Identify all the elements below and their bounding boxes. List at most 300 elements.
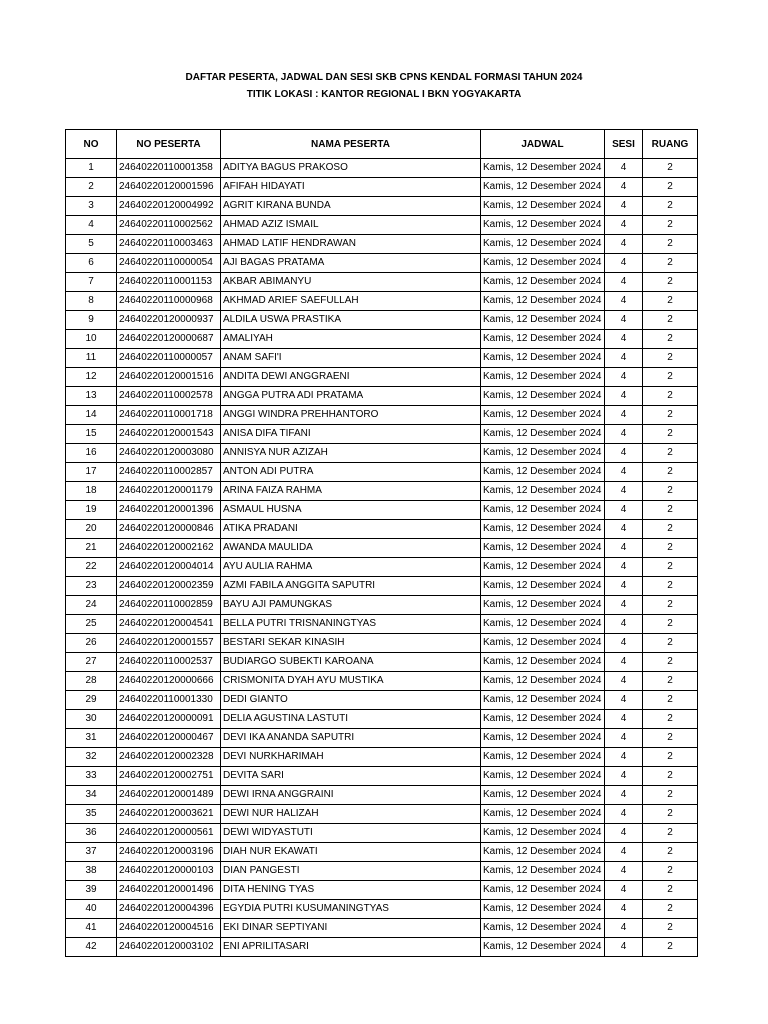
table-row	[66, 672, 698, 691]
cell-no-peserta: 24640220120000687	[117, 330, 221, 349]
cell-jadwal: Kamis, 12 Desember 2024	[481, 539, 605, 558]
cell-no: 26	[66, 634, 117, 653]
cell-nama-peserta: DEDI GIANTO	[221, 691, 481, 710]
cell-jadwal: Kamis, 12 Desember 2024	[481, 786, 605, 805]
cell-sesi: 4	[605, 406, 643, 425]
cell-no: 9	[66, 311, 117, 330]
cell-nama-peserta: BUDIARGO SUBEKTI KAROANA	[221, 653, 481, 672]
cell-jadwal: Kamis, 12 Desember 2024	[481, 824, 605, 843]
table-row	[66, 292, 698, 311]
cell-jadwal: Kamis, 12 Desember 2024	[481, 900, 605, 919]
cell-jadwal: Kamis, 12 Desember 2024	[481, 919, 605, 938]
cell-jadwal: Kamis, 12 Desember 2024	[481, 748, 605, 767]
cell-nama-peserta: DEWI NUR HALIZAH	[221, 805, 481, 824]
cell-jadwal: Kamis, 12 Desember 2024	[481, 938, 605, 957]
cell-no: 11	[66, 349, 117, 368]
table-row	[66, 577, 698, 596]
cell-no-peserta: 24640220120000103	[117, 862, 221, 881]
table-row	[66, 539, 698, 558]
cell-no-peserta: 24640220120001489	[117, 786, 221, 805]
cell-ruang: 2	[643, 634, 698, 653]
cell-nama-peserta: DEVI IKA ANANDA SAPUTRI	[221, 729, 481, 748]
cell-no-peserta: 24640220120001596	[117, 178, 221, 197]
cell-sesi: 4	[605, 786, 643, 805]
cell-ruang: 2	[643, 881, 698, 900]
cell-nama-peserta: BESTARI SEKAR KINASIH	[221, 634, 481, 653]
cell-ruang: 2	[643, 900, 698, 919]
table-row	[66, 425, 698, 444]
cell-sesi: 4	[605, 805, 643, 824]
cell-sesi: 4	[605, 596, 643, 615]
cell-ruang: 2	[643, 501, 698, 520]
table-row	[66, 634, 698, 653]
cell-no: 20	[66, 520, 117, 539]
cell-no: 28	[66, 672, 117, 691]
cell-no-peserta: 24640220110003463	[117, 235, 221, 254]
table-row	[66, 520, 698, 539]
cell-ruang: 2	[643, 216, 698, 235]
cell-nama-peserta: BAYU AJI PAMUNGKAS	[221, 596, 481, 615]
cell-ruang: 2	[643, 748, 698, 767]
cell-no-peserta: 24640220120001179	[117, 482, 221, 501]
table-row	[66, 273, 698, 292]
cell-sesi: 4	[605, 463, 643, 482]
cell-no-peserta: 24640220120004541	[117, 615, 221, 634]
cell-ruang: 2	[643, 843, 698, 862]
table-row	[66, 938, 698, 957]
cell-sesi: 4	[605, 368, 643, 387]
table-row	[66, 615, 698, 634]
cell-no: 19	[66, 501, 117, 520]
cell-no: 2	[66, 178, 117, 197]
cell-nama-peserta: AHMAD AZIZ ISMAIL	[221, 216, 481, 235]
cell-sesi: 4	[605, 577, 643, 596]
cell-nama-peserta: DITA HENING TYAS	[221, 881, 481, 900]
cell-no-peserta: 24640220110001330	[117, 691, 221, 710]
cell-no: 14	[66, 406, 117, 425]
cell-no: 17	[66, 463, 117, 482]
cell-nama-peserta: ANGGA PUTRA ADI PRATAMA	[221, 387, 481, 406]
cell-no: 21	[66, 539, 117, 558]
cell-no: 30	[66, 710, 117, 729]
document-title: DAFTAR PESERTA, JADWAL DAN SESI SKB CPNS KENDAL FORMASI TAHUN 2024	[185, 72, 583, 83]
cell-nama-peserta: AHMAD LATIF HENDRAWAN	[221, 235, 481, 254]
cell-nama-peserta: ATIKA PRADANI	[221, 520, 481, 539]
cell-no-peserta: 24640220110002859	[117, 596, 221, 615]
cell-sesi: 4	[605, 235, 643, 254]
cell-nama-peserta: ENI APRILITASARI	[221, 938, 481, 957]
cell-ruang: 2	[643, 368, 698, 387]
cell-ruang: 2	[643, 444, 698, 463]
cell-jadwal: Kamis, 12 Desember 2024	[481, 520, 605, 539]
cell-no-peserta: 24640220120000091	[117, 710, 221, 729]
cell-sesi: 4	[605, 653, 643, 672]
cell-nama-peserta: EKI DINAR SEPTIYANI	[221, 919, 481, 938]
cell-nama-peserta: AZMI FABILA ANGGITA SAPUTRI	[221, 577, 481, 596]
cell-no: 22	[66, 558, 117, 577]
cell-no: 25	[66, 615, 117, 634]
cell-no-peserta: 24640220120001396	[117, 501, 221, 520]
cell-no: 41	[66, 919, 117, 938]
table-row	[66, 235, 698, 254]
cell-ruang: 2	[643, 254, 698, 273]
cell-sesi: 4	[605, 273, 643, 292]
table-row	[66, 216, 698, 235]
cell-jadwal: Kamis, 12 Desember 2024	[481, 501, 605, 520]
cell-no: 10	[66, 330, 117, 349]
table-row	[66, 197, 698, 216]
cell-ruang: 2	[643, 824, 698, 843]
table-row	[66, 178, 698, 197]
cell-no-peserta: 24640220120002162	[117, 539, 221, 558]
document-header	[0, 69, 768, 103]
cell-no: 35	[66, 805, 117, 824]
cell-no-peserta: 24640220120000937	[117, 311, 221, 330]
table-header-row	[66, 130, 698, 159]
table-row	[66, 824, 698, 843]
cell-ruang: 2	[643, 710, 698, 729]
cell-no-peserta: 24640220120004516	[117, 919, 221, 938]
cell-ruang: 2	[643, 482, 698, 501]
table-row	[66, 368, 698, 387]
cell-ruang: 2	[643, 786, 698, 805]
cell-nama-peserta: AKHMAD ARIEF SAEFULLAH	[221, 292, 481, 311]
cell-nama-peserta: ARINA FAIZA RAHMA	[221, 482, 481, 501]
cell-no: 4	[66, 216, 117, 235]
cell-jadwal: Kamis, 12 Desember 2024	[481, 349, 605, 368]
cell-ruang: 2	[643, 919, 698, 938]
table-row	[66, 729, 698, 748]
cell-sesi: 4	[605, 824, 643, 843]
cell-ruang: 2	[643, 805, 698, 824]
cell-ruang: 2	[643, 691, 698, 710]
cell-sesi: 4	[605, 311, 643, 330]
cell-no-peserta: 24640220110000968	[117, 292, 221, 311]
cell-nama-peserta: ANISA DIFA TIFANI	[221, 425, 481, 444]
cell-no: 36	[66, 824, 117, 843]
cell-no: 1	[66, 159, 117, 178]
cell-nama-peserta: ANAM SAFI'I	[221, 349, 481, 368]
cell-sesi: 4	[605, 558, 643, 577]
cell-sesi: 4	[605, 843, 643, 862]
cell-no: 27	[66, 653, 117, 672]
cell-ruang: 2	[643, 330, 698, 349]
cell-no-peserta: 24640220110002537	[117, 653, 221, 672]
cell-jadwal: Kamis, 12 Desember 2024	[481, 634, 605, 653]
cell-ruang: 2	[643, 349, 698, 368]
cell-nama-peserta: DELIA AGUSTINA LASTUTI	[221, 710, 481, 729]
cell-jadwal: Kamis, 12 Desember 2024	[481, 596, 605, 615]
cell-jadwal: Kamis, 12 Desember 2024	[481, 425, 605, 444]
table-row	[66, 349, 698, 368]
cell-sesi: 4	[605, 387, 643, 406]
cell-ruang: 2	[643, 406, 698, 425]
cell-nama-peserta: BELLA PUTRI TRISNANINGTYAS	[221, 615, 481, 634]
cell-nama-peserta: ANDITA DEWI ANGGRAENI	[221, 368, 481, 387]
cell-jadwal: Kamis, 12 Desember 2024	[481, 767, 605, 786]
cell-ruang: 2	[643, 235, 698, 254]
cell-no: 40	[66, 900, 117, 919]
cell-jadwal: Kamis, 12 Desember 2024	[481, 311, 605, 330]
table-row	[66, 311, 698, 330]
cell-no-peserta: 24640220110002578	[117, 387, 221, 406]
cell-no-peserta: 24640220120004014	[117, 558, 221, 577]
cell-jadwal: Kamis, 12 Desember 2024	[481, 862, 605, 881]
table-row	[66, 254, 698, 273]
table-row	[66, 900, 698, 919]
cell-ruang: 2	[643, 178, 698, 197]
cell-jadwal: Kamis, 12 Desember 2024	[481, 235, 605, 254]
cell-no: 12	[66, 368, 117, 387]
cell-nama-peserta: ALDILA USWA PRASTIKA	[221, 311, 481, 330]
cell-ruang: 2	[643, 653, 698, 672]
table-row	[66, 482, 698, 501]
cell-sesi: 4	[605, 691, 643, 710]
cell-nama-peserta: EGYDIA PUTRI KUSUMANINGTYAS	[221, 900, 481, 919]
cell-nama-peserta: CRISMONITA DYAH AYU MUSTIKA	[221, 672, 481, 691]
cell-jadwal: Kamis, 12 Desember 2024	[481, 672, 605, 691]
cell-ruang: 2	[643, 387, 698, 406]
table-row	[66, 710, 698, 729]
cell-ruang: 2	[643, 273, 698, 292]
cell-no: 37	[66, 843, 117, 862]
cell-ruang: 2	[643, 159, 698, 178]
cell-no-peserta: 24640220120000846	[117, 520, 221, 539]
cell-jadwal: Kamis, 12 Desember 2024	[481, 710, 605, 729]
cell-sesi: 4	[605, 425, 643, 444]
table-row	[66, 691, 698, 710]
table-row	[66, 653, 698, 672]
cell-no-peserta: 24640220110001718	[117, 406, 221, 425]
cell-nama-peserta: AJI BAGAS PRATAMA	[221, 254, 481, 273]
cell-ruang: 2	[643, 767, 698, 786]
cell-nama-peserta: AKBAR ABIMANYU	[221, 273, 481, 292]
table-row	[66, 748, 698, 767]
cell-no: 29	[66, 691, 117, 710]
cell-sesi: 4	[605, 444, 643, 463]
column-header-no-peserta: NO PESERTA	[117, 130, 221, 159]
cell-nama-peserta: ANNISYA NUR AZIZAH	[221, 444, 481, 463]
table-row	[66, 330, 698, 349]
cell-no: 38	[66, 862, 117, 881]
cell-no: 31	[66, 729, 117, 748]
cell-no-peserta: 24640220120003080	[117, 444, 221, 463]
cell-no-peserta: 24640220120001557	[117, 634, 221, 653]
cell-jadwal: Kamis, 12 Desember 2024	[481, 881, 605, 900]
cell-no: 39	[66, 881, 117, 900]
table-row	[66, 387, 698, 406]
cell-no: 23	[66, 577, 117, 596]
cell-nama-peserta: DEVI NURKHARIMAH	[221, 748, 481, 767]
cell-jadwal: Kamis, 12 Desember 2024	[481, 330, 605, 349]
table-row	[66, 767, 698, 786]
table-row	[66, 444, 698, 463]
cell-jadwal: Kamis, 12 Desember 2024	[481, 273, 605, 292]
cell-sesi: 4	[605, 482, 643, 501]
cell-nama-peserta: DEWI WIDYASTUTI	[221, 824, 481, 843]
column-header-no: NO	[66, 130, 117, 159]
cell-ruang: 2	[643, 577, 698, 596]
cell-jadwal: Kamis, 12 Desember 2024	[481, 558, 605, 577]
cell-sesi: 4	[605, 178, 643, 197]
cell-ruang: 2	[643, 311, 698, 330]
cell-nama-peserta: ANGGI WINDRA PREHHANTORO	[221, 406, 481, 425]
cell-jadwal: Kamis, 12 Desember 2024	[481, 615, 605, 634]
participant-table	[65, 129, 698, 957]
cell-ruang: 2	[643, 520, 698, 539]
cell-no: 34	[66, 786, 117, 805]
cell-jadwal: Kamis, 12 Desember 2024	[481, 843, 605, 862]
cell-sesi: 4	[605, 520, 643, 539]
cell-ruang: 2	[643, 197, 698, 216]
column-header-nama-peserta: NAMA PESERTA	[221, 130, 481, 159]
cell-jadwal: Kamis, 12 Desember 2024	[481, 159, 605, 178]
cell-ruang: 2	[643, 539, 698, 558]
cell-no-peserta: 24640220110000054	[117, 254, 221, 273]
cell-no-peserta: 24640220120001496	[117, 881, 221, 900]
cell-jadwal: Kamis, 12 Desember 2024	[481, 368, 605, 387]
table-row	[66, 463, 698, 482]
cell-jadwal: Kamis, 12 Desember 2024	[481, 805, 605, 824]
table-row	[66, 406, 698, 425]
cell-jadwal: Kamis, 12 Desember 2024	[481, 406, 605, 425]
cell-no: 15	[66, 425, 117, 444]
cell-sesi: 4	[605, 938, 643, 957]
cell-nama-peserta: DEVITA SARI	[221, 767, 481, 786]
cell-ruang: 2	[643, 938, 698, 957]
cell-jadwal: Kamis, 12 Desember 2024	[481, 729, 605, 748]
cell-no-peserta: 24640220110001358	[117, 159, 221, 178]
cell-ruang: 2	[643, 425, 698, 444]
cell-sesi: 4	[605, 862, 643, 881]
cell-jadwal: Kamis, 12 Desember 2024	[481, 254, 605, 273]
cell-no: 3	[66, 197, 117, 216]
cell-nama-peserta: AYU AULIA RAHMA	[221, 558, 481, 577]
table-row	[66, 501, 698, 520]
cell-sesi: 4	[605, 900, 643, 919]
cell-sesi: 4	[605, 615, 643, 634]
cell-sesi: 4	[605, 330, 643, 349]
cell-jadwal: Kamis, 12 Desember 2024	[481, 691, 605, 710]
column-header-jadwal: JADWAL	[481, 130, 605, 159]
cell-nama-peserta: AFIFAH HIDAYATI	[221, 178, 481, 197]
cell-jadwal: Kamis, 12 Desember 2024	[481, 292, 605, 311]
cell-no-peserta: 24640220120000561	[117, 824, 221, 843]
table-row	[66, 805, 698, 824]
cell-nama-peserta: AWANDA MAULIDA	[221, 539, 481, 558]
cell-no: 13	[66, 387, 117, 406]
cell-sesi: 4	[605, 216, 643, 235]
cell-no-peserta: 24640220120004992	[117, 197, 221, 216]
cell-no-peserta: 24640220110001153	[117, 273, 221, 292]
cell-no-peserta: 24640220120002359	[117, 577, 221, 596]
column-header-sesi: SESI	[605, 130, 643, 159]
table-row	[66, 596, 698, 615]
cell-ruang: 2	[643, 463, 698, 482]
cell-no-peserta: 24640220120000666	[117, 672, 221, 691]
cell-sesi: 4	[605, 539, 643, 558]
table-row	[66, 843, 698, 862]
cell-no-peserta: 24640220120001516	[117, 368, 221, 387]
cell-nama-peserta: ASMAUL HUSNA	[221, 501, 481, 520]
table-row	[66, 881, 698, 900]
cell-jadwal: Kamis, 12 Desember 2024	[481, 444, 605, 463]
cell-sesi: 4	[605, 349, 643, 368]
location-subtitle: TITIK LOKASI : KANTOR REGIONAL I BKN YOGYAKARTA	[246, 89, 522, 100]
cell-ruang: 2	[643, 292, 698, 311]
cell-no: 42	[66, 938, 117, 957]
cell-no-peserta: 24640220120002751	[117, 767, 221, 786]
cell-ruang: 2	[643, 615, 698, 634]
table-row	[66, 919, 698, 938]
cell-no-peserta: 24640220120004396	[117, 900, 221, 919]
cell-jadwal: Kamis, 12 Desember 2024	[481, 653, 605, 672]
cell-sesi: 4	[605, 672, 643, 691]
cell-sesi: 4	[605, 729, 643, 748]
cell-sesi: 4	[605, 197, 643, 216]
cell-sesi: 4	[605, 767, 643, 786]
cell-sesi: 4	[605, 881, 643, 900]
cell-no-peserta: 24640220120003102	[117, 938, 221, 957]
cell-ruang: 2	[643, 672, 698, 691]
cell-nama-peserta: DIAN PANGESTI	[221, 862, 481, 881]
cell-ruang: 2	[643, 596, 698, 615]
cell-no: 33	[66, 767, 117, 786]
cell-no: 6	[66, 254, 117, 273]
cell-jadwal: Kamis, 12 Desember 2024	[481, 577, 605, 596]
cell-nama-peserta: ADITYA BAGUS PRAKOSO	[221, 159, 481, 178]
cell-jadwal: Kamis, 12 Desember 2024	[481, 463, 605, 482]
cell-no: 18	[66, 482, 117, 501]
cell-sesi: 4	[605, 292, 643, 311]
cell-no: 7	[66, 273, 117, 292]
cell-no-peserta: 24640220120003196	[117, 843, 221, 862]
cell-nama-peserta: AMALIYAH	[221, 330, 481, 349]
cell-ruang: 2	[643, 729, 698, 748]
cell-sesi: 4	[605, 710, 643, 729]
cell-jadwal: Kamis, 12 Desember 2024	[481, 387, 605, 406]
cell-nama-peserta: DIAH NUR EKAWATI	[221, 843, 481, 862]
cell-ruang: 2	[643, 558, 698, 577]
cell-no-peserta: 24640220110002857	[117, 463, 221, 482]
cell-sesi: 4	[605, 501, 643, 520]
cell-jadwal: Kamis, 12 Desember 2024	[481, 197, 605, 216]
table-row	[66, 159, 698, 178]
cell-jadwal: Kamis, 12 Desember 2024	[481, 482, 605, 501]
cell-no-peserta: 24640220120001543	[117, 425, 221, 444]
table-row	[66, 862, 698, 881]
column-header-ruang: RUANG	[643, 130, 698, 159]
cell-no-peserta: 24640220110002562	[117, 216, 221, 235]
cell-sesi: 4	[605, 159, 643, 178]
cell-no: 5	[66, 235, 117, 254]
cell-ruang: 2	[643, 862, 698, 881]
cell-jadwal: Kamis, 12 Desember 2024	[481, 216, 605, 235]
table-row	[66, 786, 698, 805]
cell-nama-peserta: ANTON ADI PUTRA	[221, 463, 481, 482]
cell-no: 16	[66, 444, 117, 463]
cell-no-peserta: 24640220120000467	[117, 729, 221, 748]
cell-no: 32	[66, 748, 117, 767]
cell-no-peserta: 24640220110000057	[117, 349, 221, 368]
cell-no-peserta: 24640220120002328	[117, 748, 221, 767]
cell-no-peserta: 24640220120003621	[117, 805, 221, 824]
cell-sesi: 4	[605, 254, 643, 273]
table-body	[66, 159, 698, 957]
cell-nama-peserta: AGRIT KIRANA BUNDA	[221, 197, 481, 216]
cell-sesi: 4	[605, 919, 643, 938]
cell-sesi: 4	[605, 748, 643, 767]
